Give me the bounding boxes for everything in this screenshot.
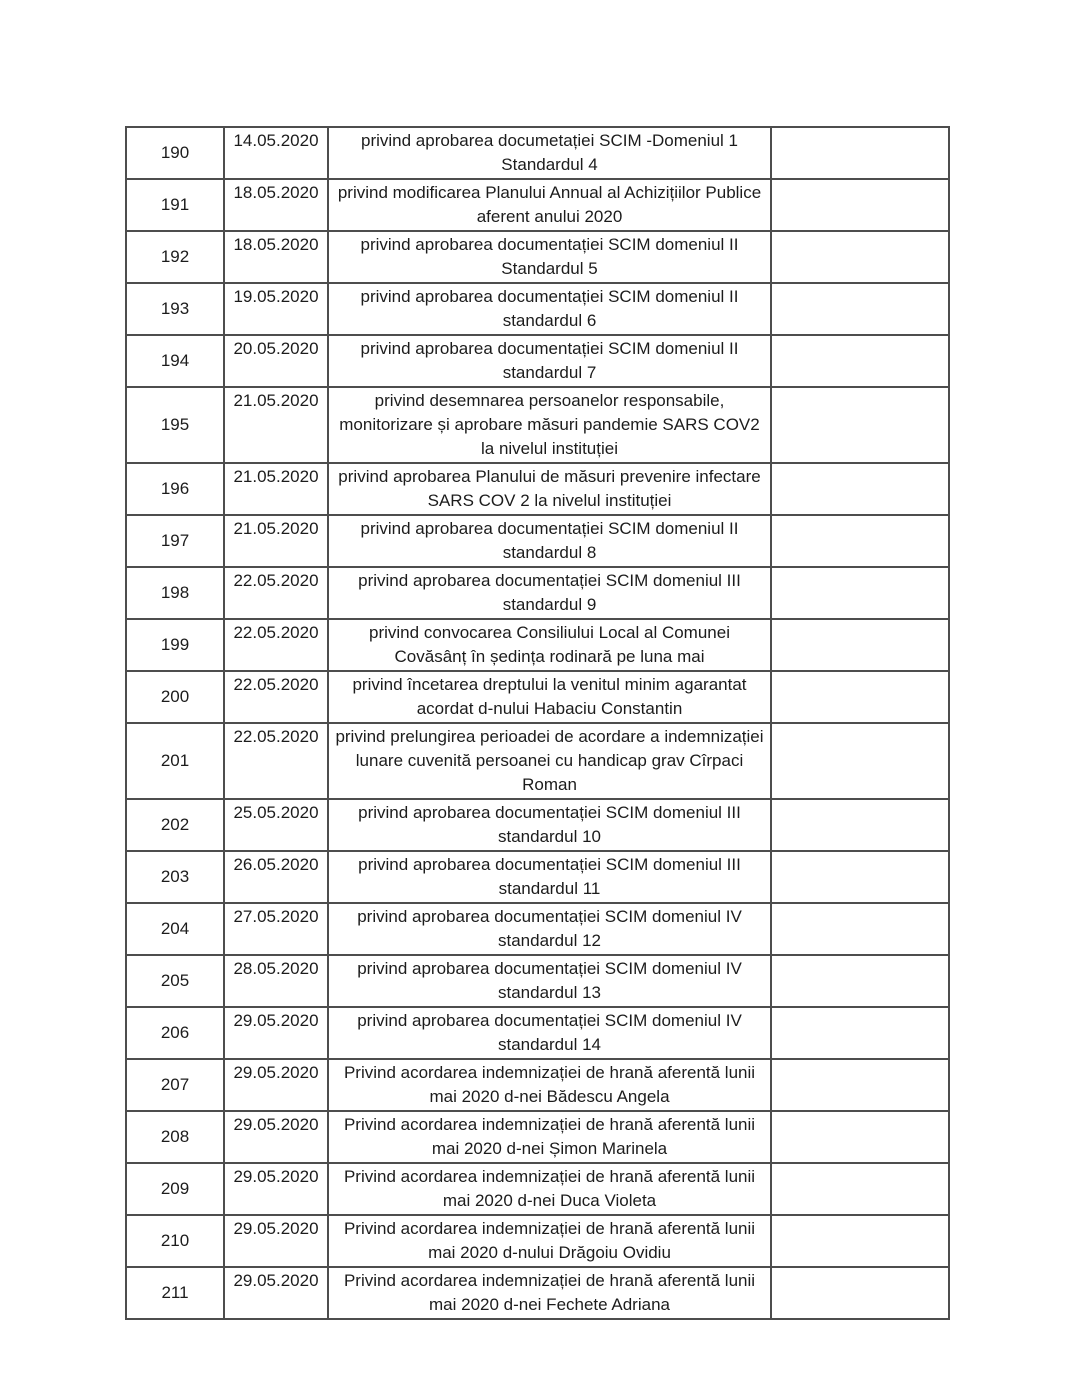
table-row [126, 1215, 949, 1267]
description-cell: privind desemnarea persoanelor responsabile, monitorizare și aprobare măsuri pandemie SARS COV2 la nivelul instituției [328, 387, 771, 463]
date-cell: 21.05.2020 [224, 463, 328, 515]
row-number-cell: 202 [126, 799, 224, 851]
date-cell: 29.05.2020 [224, 1163, 328, 1215]
table-row [126, 1007, 949, 1059]
date-cell: 27.05.2020 [224, 903, 328, 955]
notes-cell [771, 1215, 949, 1267]
table-row [126, 127, 949, 179]
table-row [126, 955, 949, 1007]
notes-cell [771, 231, 949, 283]
description-cell: Privind acordarea indemnizației de hrană aferentă lunii mai 2020 d-nului Drăgoiu Ovidiu [328, 1215, 771, 1267]
notes-cell [771, 1007, 949, 1059]
notes-cell [771, 283, 949, 335]
description-cell: privind aprobarea Planului de măsuri prevenire infectare SARS COV 2 la nivelul instituției [328, 463, 771, 515]
table-row [126, 851, 949, 903]
date-cell: 29.05.2020 [224, 1215, 328, 1267]
description-cell: Privind acordarea indemnizației de hrană aferentă lunii mai 2020 d-nei Bădescu Angela [328, 1059, 771, 1111]
description-cell: privind aprobarea documetației SCIM -Domeniul 1 Standardul 4 [328, 127, 771, 179]
description-cell: privind aprobarea documentației SCIM domeniul III standardul 11 [328, 851, 771, 903]
date-cell: 28.05.2020 [224, 955, 328, 1007]
notes-cell [771, 179, 949, 231]
notes-cell [771, 335, 949, 387]
table-row [126, 1059, 949, 1111]
description-cell: privind modificarea Planului Annual al Achizițiilor Publice aferent anului 2020 [328, 179, 771, 231]
table-row [126, 903, 949, 955]
table-row [126, 283, 949, 335]
table-row [126, 387, 949, 463]
notes-cell [771, 723, 949, 799]
date-cell: 29.05.2020 [224, 1007, 328, 1059]
table-row [126, 1163, 949, 1215]
decisions-registry-table [125, 126, 950, 1320]
description-cell: privind aprobarea documentației SCIM domeniul III standardul 10 [328, 799, 771, 851]
row-number-cell: 206 [126, 1007, 224, 1059]
notes-cell [771, 515, 949, 567]
notes-cell [771, 127, 949, 179]
row-number-cell: 200 [126, 671, 224, 723]
table-row [126, 671, 949, 723]
row-number-cell: 203 [126, 851, 224, 903]
description-cell: privind convocarea Consiliului Local al Comunei Covăsânț în ședința rodinară pe luna mai [328, 619, 771, 671]
notes-cell [771, 387, 949, 463]
row-number-cell: 209 [126, 1163, 224, 1215]
row-number-cell: 197 [126, 515, 224, 567]
date-cell: 22.05.2020 [224, 619, 328, 671]
date-cell: 21.05.2020 [224, 515, 328, 567]
date-cell: 29.05.2020 [224, 1267, 328, 1319]
table-row [126, 231, 949, 283]
row-number-cell: 193 [126, 283, 224, 335]
notes-cell [771, 567, 949, 619]
notes-cell [771, 799, 949, 851]
notes-cell [771, 903, 949, 955]
table-row [126, 619, 949, 671]
row-number-cell: 191 [126, 179, 224, 231]
row-number-cell: 198 [126, 567, 224, 619]
date-cell: 22.05.2020 [224, 671, 328, 723]
table-row [126, 1267, 949, 1319]
row-number-cell: 194 [126, 335, 224, 387]
notes-cell [771, 463, 949, 515]
row-number-cell: 199 [126, 619, 224, 671]
table-row [126, 179, 949, 231]
row-number-cell: 210 [126, 1215, 224, 1267]
description-cell: Privind acordarea indemnizației de hrană aferentă lunii mai 2020 d-nei Fechete Adriana [328, 1267, 771, 1319]
row-number-cell: 190 [126, 127, 224, 179]
row-number-cell: 204 [126, 903, 224, 955]
row-number-cell: 201 [126, 723, 224, 799]
description-cell: privind aprobarea documentației SCIM domeniul IV standardul 13 [328, 955, 771, 1007]
row-number-cell: 208 [126, 1111, 224, 1163]
date-cell: 20.05.2020 [224, 335, 328, 387]
row-number-cell: 207 [126, 1059, 224, 1111]
notes-cell [771, 1059, 949, 1111]
notes-cell [771, 955, 949, 1007]
date-cell: 21.05.2020 [224, 387, 328, 463]
notes-cell [771, 1111, 949, 1163]
notes-cell [771, 1163, 949, 1215]
description-cell: privind aprobarea documentației SCIM domeniul IV standardul 14 [328, 1007, 771, 1059]
table-row [126, 1111, 949, 1163]
date-cell: 22.05.2020 [224, 567, 328, 619]
table-row [126, 723, 949, 799]
description-cell: privind încetarea dreptului la venitul minim agarantat acordat d-nului Habaciu Constantin [328, 671, 771, 723]
notes-cell [771, 851, 949, 903]
description-cell: privind aprobarea documentației SCIM domeniul III standardul 9 [328, 567, 771, 619]
description-cell: privind aprobarea documentației SCIM domeniul II Standardul 5 [328, 231, 771, 283]
description-cell: privind aprobarea documentației SCIM domeniul II standardul 8 [328, 515, 771, 567]
date-cell: 25.05.2020 [224, 799, 328, 851]
date-cell: 26.05.2020 [224, 851, 328, 903]
description-cell: privind aprobarea documentației SCIM domeniul II standardul 7 [328, 335, 771, 387]
description-cell: Privind acordarea indemnizației de hrană aferentă lunii mai 2020 d-nei Duca Violeta [328, 1163, 771, 1215]
date-cell: 18.05.2020 [224, 179, 328, 231]
notes-cell [771, 671, 949, 723]
description-cell: privind aprobarea documentației SCIM domeniul II standardul 6 [328, 283, 771, 335]
notes-cell [771, 619, 949, 671]
table-row [126, 567, 949, 619]
table-row [126, 463, 949, 515]
date-cell: 29.05.2020 [224, 1111, 328, 1163]
notes-cell [771, 1267, 949, 1319]
row-number-cell: 192 [126, 231, 224, 283]
date-cell: 22.05.2020 [224, 723, 328, 799]
date-cell: 19.05.2020 [224, 283, 328, 335]
row-number-cell: 211 [126, 1267, 224, 1319]
date-cell: 18.05.2020 [224, 231, 328, 283]
date-cell: 29.05.2020 [224, 1059, 328, 1111]
row-number-cell: 195 [126, 387, 224, 463]
description-cell: privind prelungirea perioadei de acordare a indemnizației lunare cuvenită persoanei cu handicap grav Cîrpaci Roman [328, 723, 771, 799]
description-cell: privind aprobarea documentației SCIM domeniul IV standardul 12 [328, 903, 771, 955]
table-row [126, 335, 949, 387]
row-number-cell: 196 [126, 463, 224, 515]
description-cell: Privind acordarea indemnizației de hrană aferentă lunii mai 2020 d-nei Șimon Marinela [328, 1111, 771, 1163]
row-number-cell: 205 [126, 955, 224, 1007]
table-row [126, 799, 949, 851]
table-row [126, 515, 949, 567]
date-cell: 14.05.2020 [224, 127, 328, 179]
registry-table-body [126, 127, 949, 1319]
